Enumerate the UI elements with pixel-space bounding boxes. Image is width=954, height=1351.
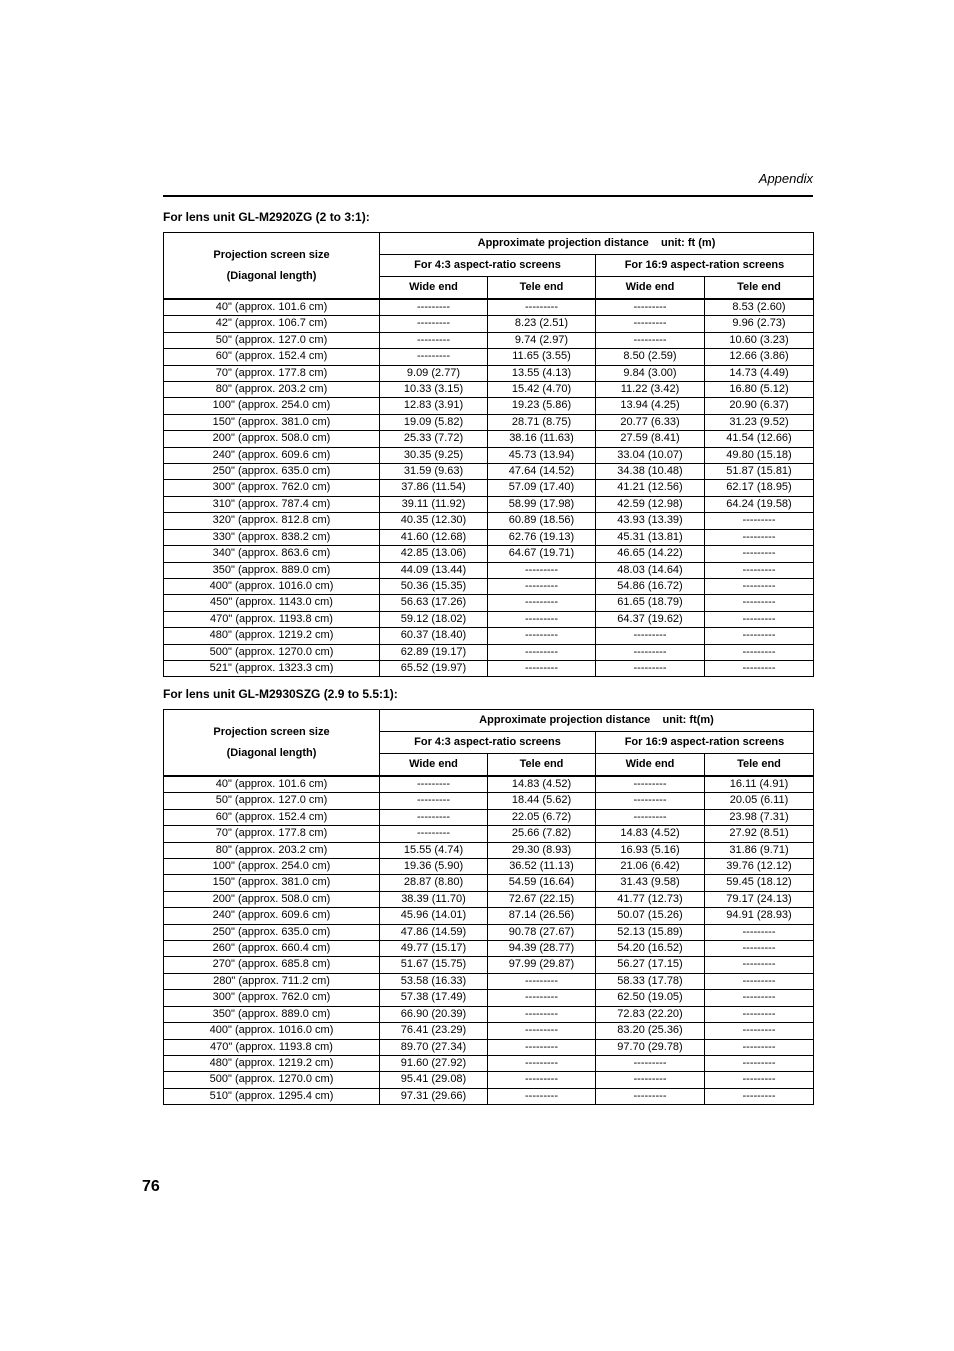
table-row: [164, 776, 814, 793]
wide-end-header: Wide end: [596, 277, 705, 300]
distance-cell: 60.89 (18.56): [488, 513, 596, 529]
projection-table-1: [163, 232, 814, 677]
distance-cell: 72.83 (22.20): [596, 1006, 705, 1022]
table-row: [164, 349, 814, 365]
distance-cell: 40.35 (12.30): [380, 513, 488, 529]
screen-size-cell: 60" (approx. 152.4 cm): [164, 809, 380, 825]
distance-cell: 60.37 (18.40): [380, 628, 488, 644]
screen-size-cell: 500" (approx. 1270.0 cm): [164, 644, 380, 660]
wide-end-header: Wide end: [380, 754, 488, 777]
group-169-header: For 16:9 aspect-ration screens: [596, 732, 814, 754]
screen-size-cell: 500" (approx. 1270.0 cm): [164, 1072, 380, 1088]
distance-cell: 9.74 (2.97): [488, 332, 596, 348]
distance-cell: ---------: [705, 941, 814, 957]
page-number: 76: [142, 1178, 160, 1195]
distance-cell: ---------: [596, 660, 705, 676]
distance-cell: ---------: [488, 1088, 596, 1104]
distance-cell: 27.59 (8.41): [596, 431, 705, 447]
distance-cell: 28.71 (8.75): [488, 414, 596, 430]
distance-cell: 59.45 (18.12): [705, 875, 814, 891]
distance-cell: 56.27 (17.15): [596, 957, 705, 973]
table-row: [164, 842, 814, 858]
distance-cell: 54.86 (16.72): [596, 578, 705, 594]
distance-cell: 97.99 (29.87): [488, 957, 596, 973]
distance-cell: 14.83 (4.52): [596, 826, 705, 842]
table-row: [164, 332, 814, 348]
screen-size-cell: 70" (approx. 177.8 cm): [164, 365, 380, 381]
distance-cell: 31.23 (9.52): [705, 414, 814, 430]
table-row: [164, 562, 814, 578]
table-row: [164, 1006, 814, 1022]
distance-cell: ---------: [596, 776, 705, 793]
distance-cell: 66.90 (20.39): [380, 1006, 488, 1022]
screen-size-cell: 60" (approx. 152.4 cm): [164, 349, 380, 365]
distance-cell: ---------: [596, 809, 705, 825]
table-row: [164, 941, 814, 957]
distance-cell: ---------: [705, 990, 814, 1006]
distance-cell: ---------: [596, 793, 705, 809]
distance-cell: 8.53 (2.60): [705, 299, 814, 316]
screen-size-cell: 250" (approx. 635.0 cm): [164, 924, 380, 940]
screen-size-cell: 240" (approx. 609.6 cm): [164, 447, 380, 463]
wide-end-header: Wide end: [380, 277, 488, 300]
distance-cell: 53.58 (16.33): [380, 973, 488, 989]
distance-cell: 46.65 (14.22): [596, 546, 705, 562]
distance-cell: 8.50 (2.59): [596, 349, 705, 365]
distance-cell: 8.23 (2.51): [488, 316, 596, 332]
distance-cell: 57.09 (17.40): [488, 480, 596, 496]
group-43-header: For 4:3 aspect-ratio screens: [380, 255, 596, 277]
distance-cell: 41.60 (12.68): [380, 529, 488, 545]
distance-cell: 47.86 (14.59): [380, 924, 488, 940]
distance-cell: 39.11 (11.92): [380, 496, 488, 512]
table-row: [164, 398, 814, 414]
screen-size-cell: 250" (approx. 635.0 cm): [164, 464, 380, 480]
distance-cell: 38.16 (11.63): [488, 431, 596, 447]
distance-cell: 36.52 (11.13): [488, 859, 596, 875]
table-2-title: For lens unit GL-M2930SZG (2.9 to 5.5:1):: [163, 687, 398, 701]
distance-cell: 23.98 (7.31): [705, 809, 814, 825]
table-row: [164, 611, 814, 627]
distance-cell: 43.93 (13.39): [596, 513, 705, 529]
distance-header: Approximate projection distance unit: ft (m): [380, 233, 814, 255]
distance-cell: 31.43 (9.58): [596, 875, 705, 891]
distance-cell: ---------: [705, 628, 814, 644]
distance-cell: ---------: [488, 611, 596, 627]
screen-size-cell: 470" (approx. 1193.8 cm): [164, 611, 380, 627]
distance-cell: 20.90 (6.37): [705, 398, 814, 414]
table-row: [164, 859, 814, 875]
screen-size-cell: 400" (approx. 1016.0 cm): [164, 578, 380, 594]
distance-cell: ---------: [380, 349, 488, 365]
distance-cell: 10.60 (3.23): [705, 332, 814, 348]
distance-cell: 47.64 (14.52): [488, 464, 596, 480]
screen-size-header: Projection screen size (Diagonal length): [164, 710, 380, 777]
distance-cell: 37.86 (11.54): [380, 480, 488, 496]
distance-cell: ---------: [488, 628, 596, 644]
screen-size-cell: 480" (approx. 1219.2 cm): [164, 1055, 380, 1071]
distance-cell: ---------: [705, 1039, 814, 1055]
distance-cell: 20.05 (6.11): [705, 793, 814, 809]
table-row: [164, 990, 814, 1006]
distance-cell: 72.67 (22.15): [488, 891, 596, 907]
distance-cell: ---------: [596, 332, 705, 348]
table-row: [164, 1055, 814, 1071]
distance-cell: 13.94 (4.25): [596, 398, 705, 414]
screen-size-cell: 330" (approx. 838.2 cm): [164, 529, 380, 545]
distance-cell: 22.05 (6.72): [488, 809, 596, 825]
distance-cell: ---------: [705, 1088, 814, 1104]
distance-cell: ---------: [705, 924, 814, 940]
distance-cell: 44.09 (13.44): [380, 562, 488, 578]
distance-cell: 28.87 (8.80): [380, 875, 488, 891]
screen-size-cell: 260" (approx. 660.4 cm): [164, 941, 380, 957]
table-row: [164, 957, 814, 973]
table-row: [164, 891, 814, 907]
table-row: [164, 496, 814, 512]
distance-cell: 45.96 (14.01): [380, 908, 488, 924]
distance-cell: 39.76 (12.12): [705, 859, 814, 875]
distance-cell: ---------: [488, 1039, 596, 1055]
distance-cell: 79.17 (24.13): [705, 891, 814, 907]
table-row: [164, 1023, 814, 1039]
table-body: [164, 299, 814, 677]
distance-cell: 25.66 (7.82): [488, 826, 596, 842]
screen-size-cell: 240" (approx. 609.6 cm): [164, 908, 380, 924]
distance-cell: 41.77 (12.73): [596, 891, 705, 907]
distance-cell: 49.77 (15.17): [380, 941, 488, 957]
distance-cell: 95.41 (29.08): [380, 1072, 488, 1088]
distance-cell: 83.20 (25.36): [596, 1023, 705, 1039]
table-row: [164, 382, 814, 398]
distance-cell: 97.31 (29.66): [380, 1088, 488, 1104]
distance-cell: 29.30 (8.93): [488, 842, 596, 858]
distance-cell: ---------: [488, 595, 596, 611]
table-row: [164, 447, 814, 463]
screen-size-cell: 310" (approx. 787.4 cm): [164, 496, 380, 512]
distance-cell: 19.36 (5.90): [380, 859, 488, 875]
table-row: [164, 660, 814, 676]
table-row: [164, 595, 814, 611]
table-row: [164, 1039, 814, 1055]
table-row: [164, 973, 814, 989]
distance-cell: 9.09 (2.77): [380, 365, 488, 381]
screen-size-cell: 340" (approx. 863.6 cm): [164, 546, 380, 562]
screen-size-cell: 300" (approx. 762.0 cm): [164, 480, 380, 496]
screen-size-cell: 70" (approx. 177.8 cm): [164, 826, 380, 842]
screen-size-cell: 521" (approx. 1323.3 cm): [164, 660, 380, 676]
distance-cell: ---------: [705, 546, 814, 562]
distance-cell: 48.03 (14.64): [596, 562, 705, 578]
distance-cell: 52.13 (15.89): [596, 924, 705, 940]
screen-size-cell: 80" (approx. 203.2 cm): [164, 382, 380, 398]
screen-size-cell: 40" (approx. 101.6 cm): [164, 776, 380, 793]
screen-size-cell: 470" (approx. 1193.8 cm): [164, 1039, 380, 1055]
distance-cell: 27.92 (8.51): [705, 826, 814, 842]
table-row: [164, 875, 814, 891]
distance-cell: 16.11 (4.91): [705, 776, 814, 793]
table-row: [164, 529, 814, 545]
distance-cell: ---------: [380, 793, 488, 809]
distance-cell: ---------: [705, 660, 814, 676]
distance-cell: ---------: [488, 578, 596, 594]
distance-cell: ---------: [488, 1055, 596, 1071]
distance-cell: ---------: [596, 628, 705, 644]
distance-cell: 49.80 (15.18): [705, 447, 814, 463]
table-row: [164, 1088, 814, 1104]
table-row: [164, 464, 814, 480]
distance-cell: 33.04 (10.07): [596, 447, 705, 463]
section-header: Appendix: [758, 171, 813, 186]
distance-cell: ---------: [488, 1006, 596, 1022]
distance-cell: 42.59 (12.98): [596, 496, 705, 512]
distance-cell: ---------: [596, 316, 705, 332]
distance-cell: 90.78 (27.67): [488, 924, 596, 940]
distance-cell: 42.85 (13.06): [380, 546, 488, 562]
screen-size-cell: 350" (approx. 889.0 cm): [164, 1006, 380, 1022]
distance-cell: ---------: [596, 1072, 705, 1088]
screen-size-cell: 400" (approx. 1016.0 cm): [164, 1023, 380, 1039]
screen-size-cell: 450" (approx. 1143.0 cm): [164, 595, 380, 611]
distance-cell: 51.87 (15.81): [705, 464, 814, 480]
distance-cell: 62.50 (19.05): [596, 990, 705, 1006]
distance-cell: ---------: [705, 611, 814, 627]
distance-cell: ---------: [488, 299, 596, 316]
table-row: [164, 908, 814, 924]
screen-size-cell: 200" (approx. 508.0 cm): [164, 891, 380, 907]
group-43-header: For 4:3 aspect-ratio screens: [380, 732, 596, 754]
distance-cell: ---------: [488, 644, 596, 660]
wide-end-header: Wide end: [596, 754, 705, 777]
distance-cell: 15.55 (4.74): [380, 842, 488, 858]
tele-end-header: Tele end: [488, 277, 596, 300]
distance-cell: 51.67 (15.75): [380, 957, 488, 973]
tele-end-header: Tele end: [488, 754, 596, 777]
table-1-title: For lens unit GL-M2920ZG (2 to 3:1):: [163, 210, 370, 224]
distance-cell: ---------: [380, 776, 488, 793]
distance-cell: 64.24 (19.58): [705, 496, 814, 512]
distance-cell: 58.33 (17.78): [596, 973, 705, 989]
distance-cell: ---------: [705, 595, 814, 611]
distance-cell: 58.99 (17.98): [488, 496, 596, 512]
table-row: [164, 316, 814, 332]
distance-cell: 34.38 (10.48): [596, 464, 705, 480]
distance-cell: 21.06 (6.42): [596, 859, 705, 875]
screen-size-cell: 50" (approx. 127.0 cm): [164, 332, 380, 348]
distance-cell: ---------: [596, 1055, 705, 1071]
table-row: [164, 1072, 814, 1088]
distance-cell: 14.83 (4.52): [488, 776, 596, 793]
distance-cell: 15.42 (4.70): [488, 382, 596, 398]
screen-size-cell: 42" (approx. 106.7 cm): [164, 316, 380, 332]
distance-cell: 91.60 (27.92): [380, 1055, 488, 1071]
screen-size-cell: 480" (approx. 1219.2 cm): [164, 628, 380, 644]
screen-size-header: Projection screen size (Diagonal length): [164, 233, 380, 300]
distance-cell: ---------: [705, 957, 814, 973]
screen-size-cell: 280" (approx. 711.2 cm): [164, 973, 380, 989]
distance-cell: 11.65 (3.55): [488, 349, 596, 365]
header-divider: [163, 195, 813, 197]
distance-cell: ---------: [596, 299, 705, 316]
table-row: [164, 809, 814, 825]
distance-cell: 56.63 (17.26): [380, 595, 488, 611]
distance-cell: 65.52 (19.97): [380, 660, 488, 676]
distance-cell: ---------: [705, 578, 814, 594]
distance-cell: 30.35 (9.25): [380, 447, 488, 463]
distance-cell: 14.73 (4.49): [705, 365, 814, 381]
distance-cell: 20.77 (6.33): [596, 414, 705, 430]
distance-cell: 94.91 (28.93): [705, 908, 814, 924]
screen-size-cell: 320" (approx. 812.8 cm): [164, 513, 380, 529]
distance-cell: ---------: [705, 1006, 814, 1022]
distance-cell: ---------: [380, 332, 488, 348]
distance-cell: 50.36 (15.35): [380, 578, 488, 594]
distance-cell: ---------: [488, 1023, 596, 1039]
distance-cell: 16.93 (5.16): [596, 842, 705, 858]
screen-size-cell: 200" (approx. 508.0 cm): [164, 431, 380, 447]
screen-size-cell: 510" (approx. 1295.4 cm): [164, 1088, 380, 1104]
distance-cell: 12.66 (3.86): [705, 349, 814, 365]
table-row: [164, 826, 814, 842]
distance-cell: ---------: [705, 1055, 814, 1071]
table-row: [164, 414, 814, 430]
table-row: [164, 644, 814, 660]
distance-cell: 62.89 (19.17): [380, 644, 488, 660]
distance-cell: ---------: [380, 809, 488, 825]
distance-cell: ---------: [380, 826, 488, 842]
screen-size-cell: 80" (approx. 203.2 cm): [164, 842, 380, 858]
distance-cell: 31.86 (9.71): [705, 842, 814, 858]
distance-cell: 45.31 (13.81): [596, 529, 705, 545]
distance-cell: ---------: [705, 562, 814, 578]
distance-cell: 9.84 (3.00): [596, 365, 705, 381]
distance-cell: ---------: [705, 1072, 814, 1088]
table-row: [164, 628, 814, 644]
distance-cell: 13.55 (4.13): [488, 365, 596, 381]
distance-cell: ---------: [596, 644, 705, 660]
distance-cell: 31.59 (9.63): [380, 464, 488, 480]
distance-cell: 87.14 (26.56): [488, 908, 596, 924]
distance-cell: 64.37 (19.62): [596, 611, 705, 627]
distance-cell: 10.33 (3.15): [380, 382, 488, 398]
screen-size-cell: 150" (approx. 381.0 cm): [164, 414, 380, 430]
distance-cell: 64.67 (19.71): [488, 546, 596, 562]
table-row: [164, 365, 814, 381]
table-row: [164, 299, 814, 316]
distance-cell: 45.73 (13.94): [488, 447, 596, 463]
tele-end-header: Tele end: [705, 754, 814, 777]
screen-size-cell: 50" (approx. 127.0 cm): [164, 793, 380, 809]
distance-cell: 89.70 (27.34): [380, 1039, 488, 1055]
distance-cell: 50.07 (15.26): [596, 908, 705, 924]
screen-size-cell: 40" (approx. 101.6 cm): [164, 299, 380, 316]
table-row: [164, 793, 814, 809]
distance-cell: 12.83 (3.91): [380, 398, 488, 414]
distance-cell: 97.70 (29.78): [596, 1039, 705, 1055]
distance-cell: 57.38 (17.49): [380, 990, 488, 1006]
screen-size-cell: 100" (approx. 254.0 cm): [164, 859, 380, 875]
distance-cell: ---------: [488, 1072, 596, 1088]
table-row: [164, 480, 814, 496]
distance-cell: ---------: [705, 644, 814, 660]
projection-table-2: [163, 709, 814, 1105]
distance-cell: 41.21 (12.56): [596, 480, 705, 496]
distance-cell: ---------: [488, 660, 596, 676]
distance-cell: 19.23 (5.86): [488, 398, 596, 414]
distance-cell: 62.76 (19.13): [488, 529, 596, 545]
distance-cell: 94.39 (28.77): [488, 941, 596, 957]
tele-end-header: Tele end: [705, 277, 814, 300]
distance-cell: ---------: [596, 1088, 705, 1104]
distance-cell: ---------: [705, 529, 814, 545]
distance-cell: 54.59 (16.64): [488, 875, 596, 891]
distance-cell: ---------: [380, 316, 488, 332]
distance-cell: 16.80 (5.12): [705, 382, 814, 398]
table-body: [164, 776, 814, 1105]
table-row: [164, 578, 814, 594]
distance-cell: 25.33 (7.72): [380, 431, 488, 447]
screen-size-cell: 270" (approx. 685.8 cm): [164, 957, 380, 973]
distance-cell: 41.54 (12.66): [705, 431, 814, 447]
distance-cell: 61.65 (18.79): [596, 595, 705, 611]
screen-size-cell: 300" (approx. 762.0 cm): [164, 990, 380, 1006]
table-row: [164, 513, 814, 529]
screen-size-cell: 350" (approx. 889.0 cm): [164, 562, 380, 578]
distance-cell: 18.44 (5.62): [488, 793, 596, 809]
distance-cell: 76.41 (23.29): [380, 1023, 488, 1039]
distance-cell: ---------: [488, 562, 596, 578]
distance-cell: ---------: [380, 299, 488, 316]
table-row: [164, 431, 814, 447]
table-row: [164, 546, 814, 562]
distance-cell: ---------: [488, 973, 596, 989]
table-row: [164, 924, 814, 940]
distance-cell: 62.17 (18.95): [705, 480, 814, 496]
distance-cell: 59.12 (18.02): [380, 611, 488, 627]
distance-cell: ---------: [705, 973, 814, 989]
screen-size-cell: 150" (approx. 381.0 cm): [164, 875, 380, 891]
distance-cell: 11.22 (3.42): [596, 382, 705, 398]
screen-size-cell: 100" (approx. 254.0 cm): [164, 398, 380, 414]
distance-cell: ---------: [705, 513, 814, 529]
distance-cell: 54.20 (16.52): [596, 941, 705, 957]
distance-cell: 38.39 (11.70): [380, 891, 488, 907]
group-169-header: For 16:9 aspect-ration screens: [596, 255, 814, 277]
distance-cell: 19.09 (5.82): [380, 414, 488, 430]
distance-cell: 9.96 (2.73): [705, 316, 814, 332]
distance-header: Approximate projection distance unit: ft(m): [380, 710, 814, 732]
distance-cell: ---------: [488, 990, 596, 1006]
distance-cell: ---------: [705, 1023, 814, 1039]
